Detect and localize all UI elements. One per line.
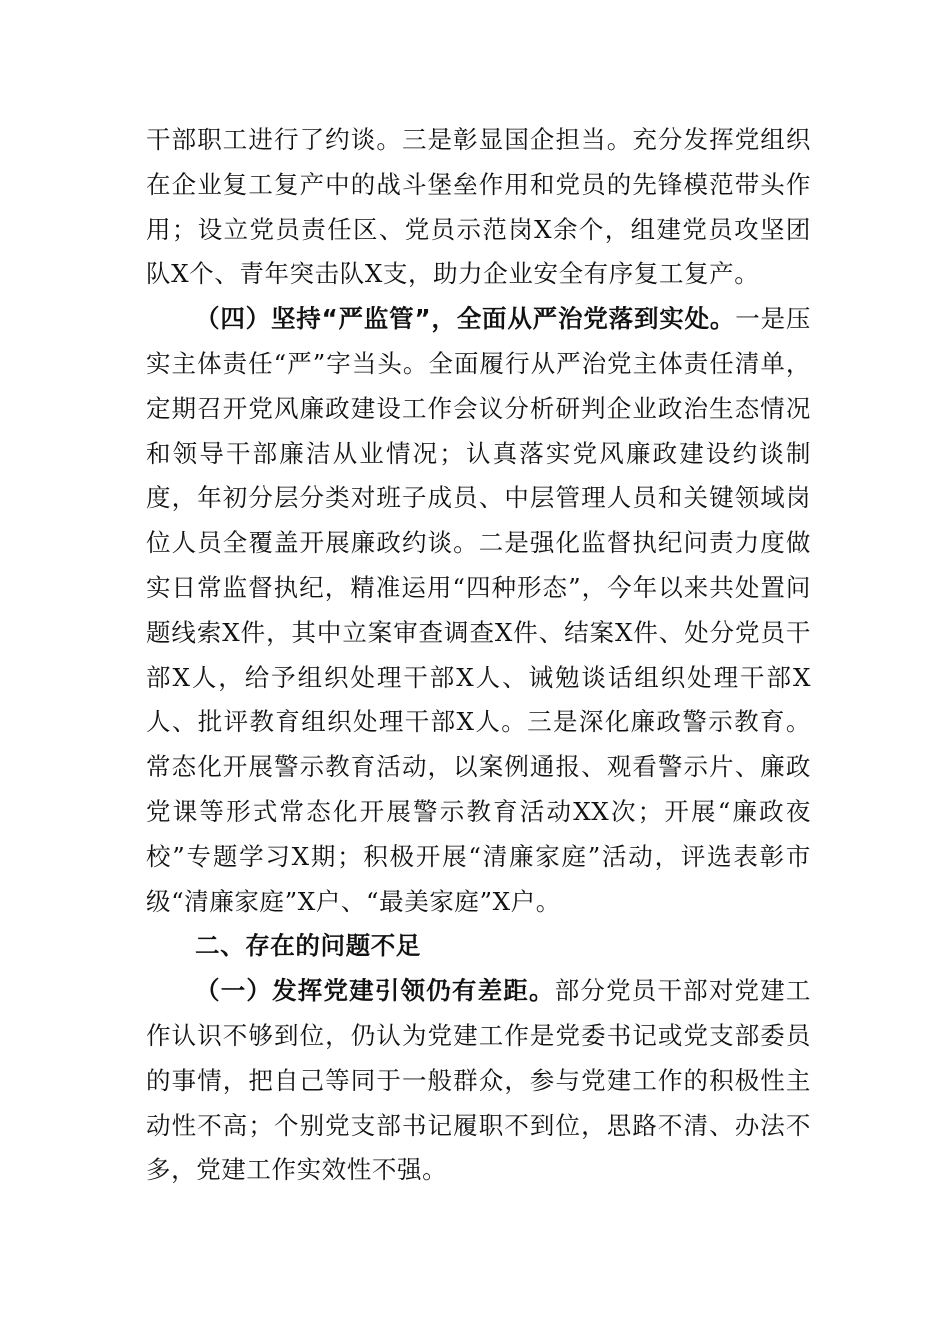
paragraph-lead-heading: （一）发挥党建引领仍有差距。 — [195, 976, 555, 1006]
paragraph-continued-soe-responsibility — [146, 118, 811, 297]
paragraph-lead-heading: （四）坚持“严监管”，全面从严治党落到实处。 — [195, 304, 736, 334]
paragraph-text: 干部职工进行了约谈。三是彰显国企担当。充分发挥党组织在企业复工复产中的战斗堡垒作用和党员的先锋模范带头作用；设立党员责任区、党员示范岗X余个，组建党员攻坚团队X个、青年突击队X支，助力企业安全有序复工复产。 — [146, 125, 811, 289]
paragraph-text: 部分党员干部对党建工作认识不够到位，仍认为党建工作是党委书记或党支部委员的事情，把自己等同于一般群众，参与党建工作的积极性主动性不高；个别党支部书记履职不到位，思路不清、办法不多，党建工作实效性不强。 — [146, 976, 812, 1185]
paragraph-text: 一是压实主体责任“严”字当头。全面履行从严治党主体责任清单，定期召开党风廉政建设工作会议分析研判企业政治生态情况和领导干部廉洁从业情况；认真落实党风廉政建设约谈制度，年初分层分类对班子成员、中层管理人员和关键领域岗位人员全覆盖开展廉政约谈。二是强化监督执纪问责力度做实日常监督执纪，精准运用“四种形态”，今年以来共处置问题线索X件，其中立案审查调查X件、结案X件、处分党员干部X人，给予组织处理干部X人、诫勉谈话组织处理干部X人、批评教育组织处理干部X人。三是深化廉政警示教育。常态化开展警示教育活动，以案例通报、观看警示片、廉政党课等形式常态化开展警示教育活动XX次；开展“廉政夜校”专题学习X期；积极开展“清廉家庭”活动，评选表彰市级“清廉家庭”X户、“最美家庭”X户。 — [146, 304, 811, 916]
paragraph-party-building-gap — [146, 969, 811, 1193]
section-heading-existing-problems: 二、存在的问题不足 — [195, 931, 421, 961]
paragraph-strict-supervision — [146, 297, 811, 924]
document-body — [146, 118, 811, 1193]
